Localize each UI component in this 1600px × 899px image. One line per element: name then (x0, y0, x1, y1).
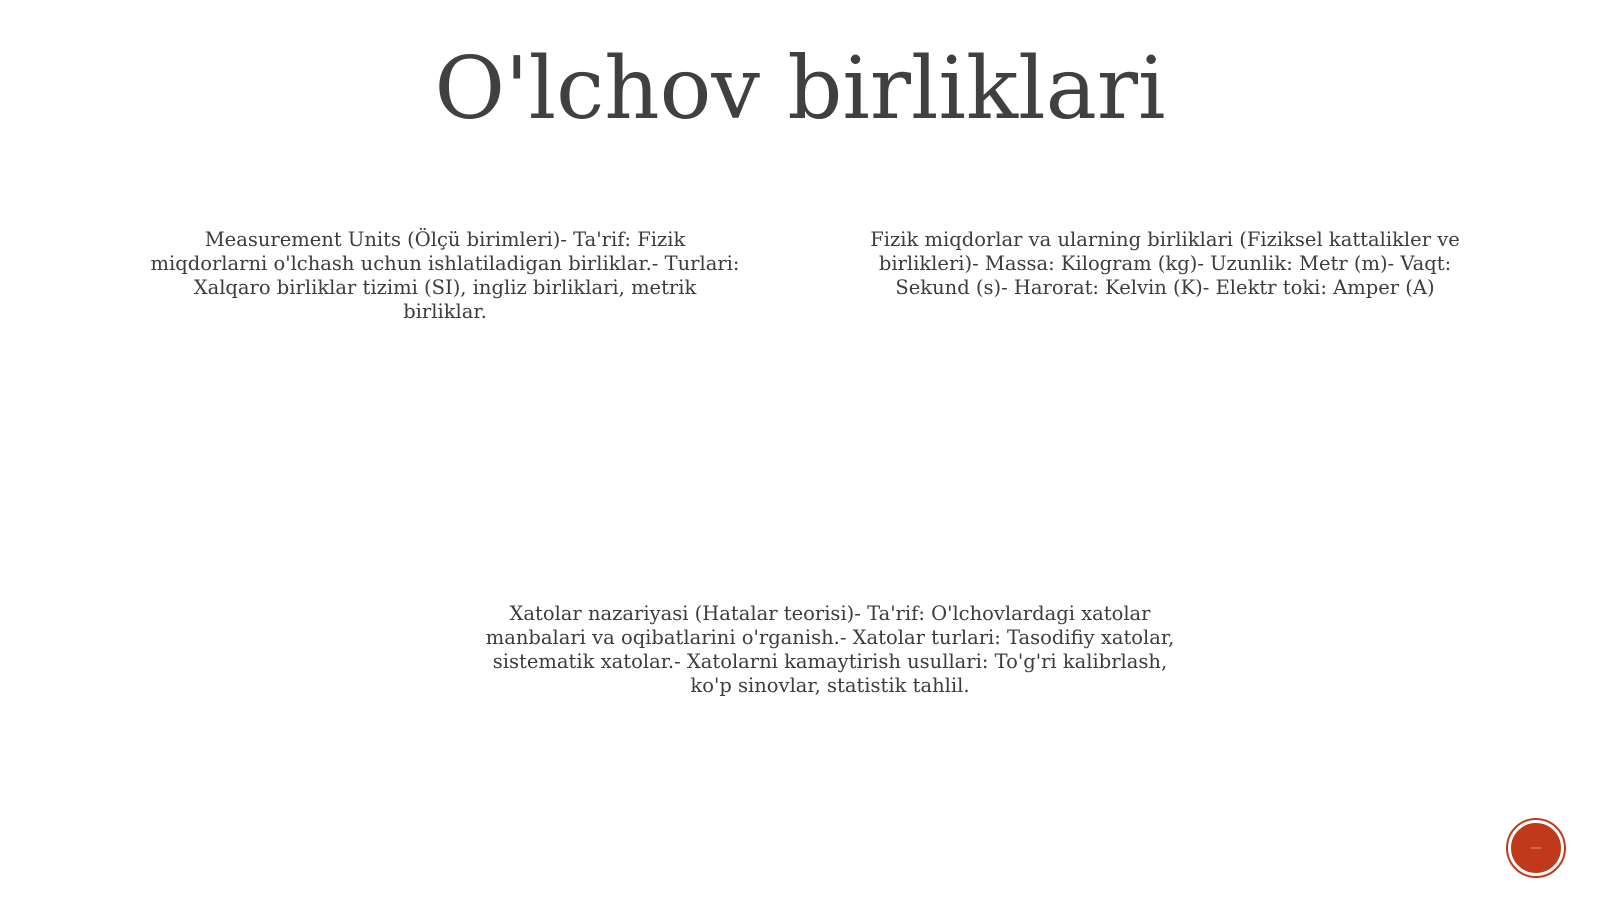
text-block-measurement-units: Measurement Units (Ölçü birimleri)- Ta'rif: Fizik miqdorlarni o'lchash uchun ishlatiladigan birliklar.- Turlari: Xalqaro birliklar tizimi (SI), ingliz birliklari, metrik birliklar. (150, 228, 740, 323)
text-block-physical-quantities: Fizik miqdorlar va ularning birliklari (Fiziksel kattalikler ve birlikleri)- Massa: Kilogram (kg)- Uzunlik: Metr (m)- Vaqt: Sekund (s)- Harorat: Kelvin (K)- Elektr toki: Amper (A) (870, 228, 1460, 299)
slide-title: O'lchov birliklari (434, 39, 1166, 139)
nav-button-mark (1531, 847, 1541, 849)
text-block-error-theory: Xatolar nazariyasi (Hatalar teorisi)- Ta'rif: O'lchovlardagi xatolar manbalari va oqibatlarini o'rganish.- Xatolar turlari: Tasodifiy xatolar, sistematik xatolar.- Xatolarni kamaytirish usullari: To'g'ri kalibrlash, ko'p sinovlar, statistik tahlil. (485, 602, 1175, 697)
circle-button-icon[interactable] (1508, 820, 1564, 876)
